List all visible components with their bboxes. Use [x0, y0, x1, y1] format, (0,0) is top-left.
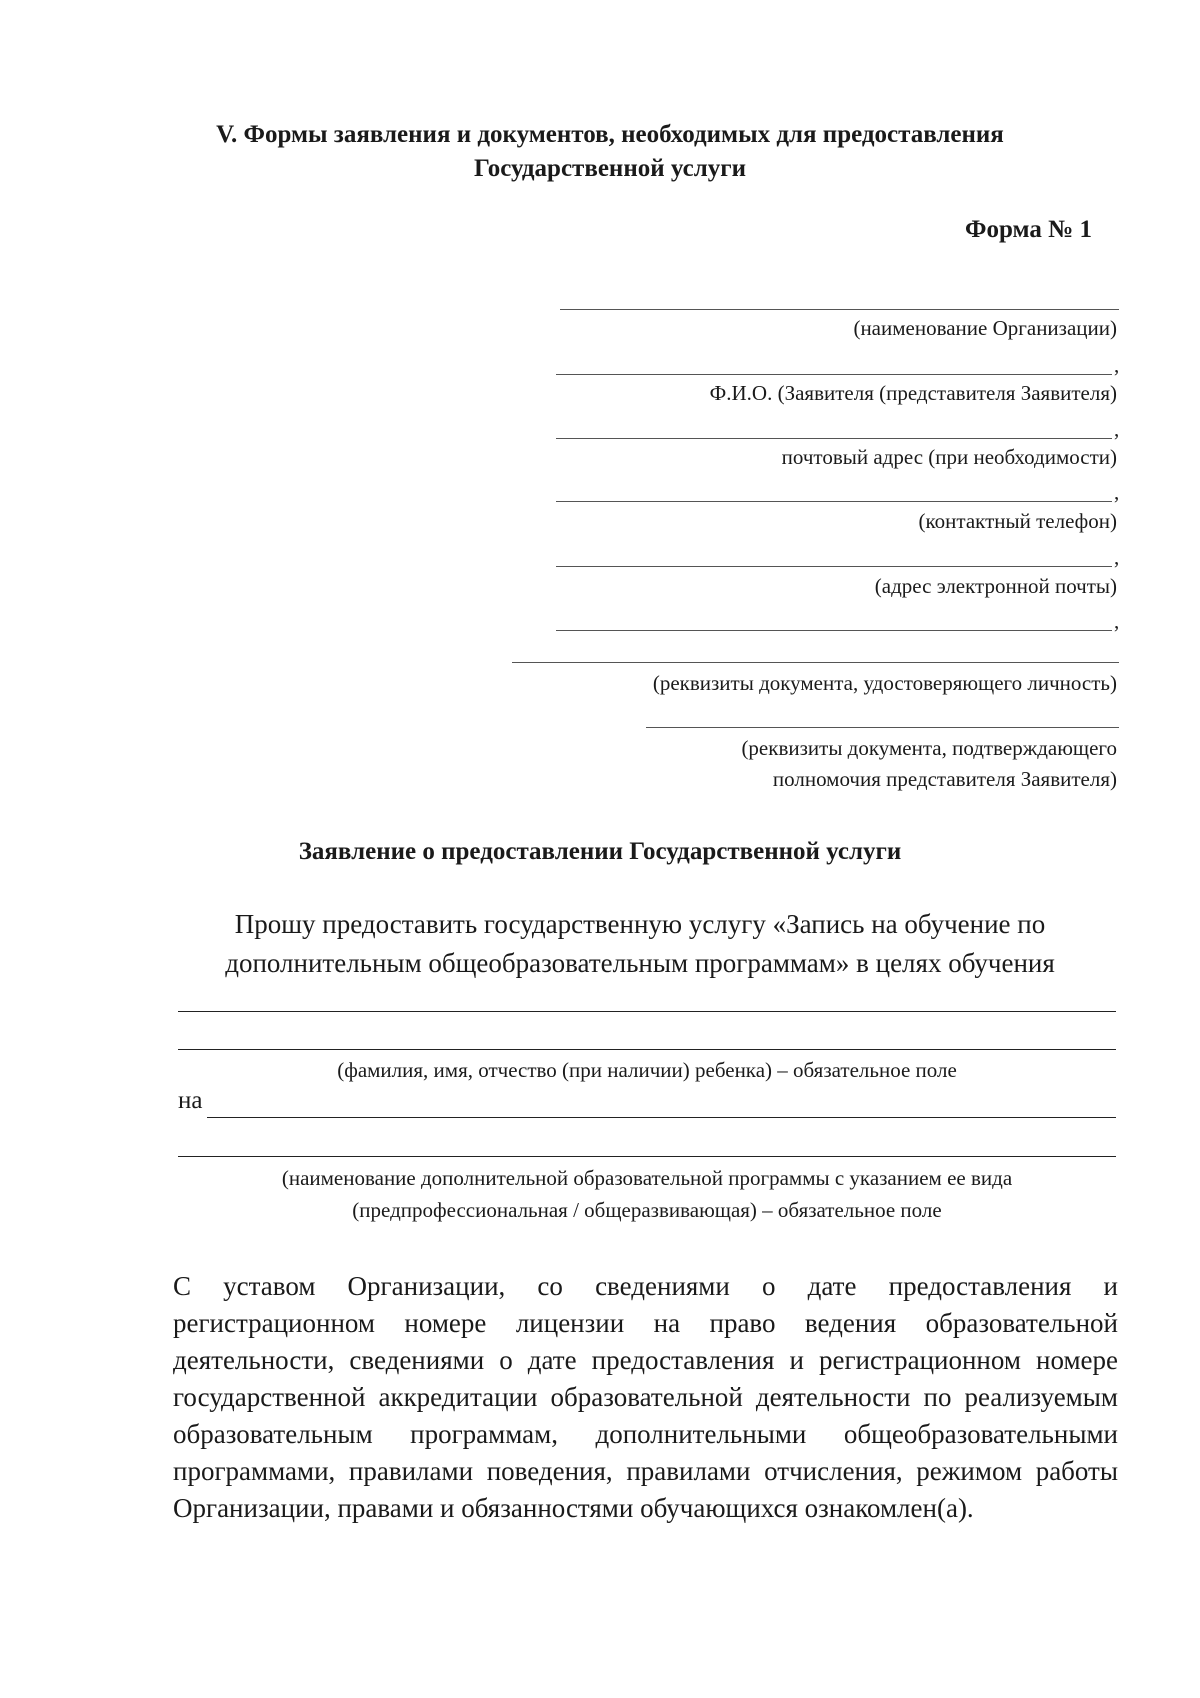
fio-comma: ,	[1114, 353, 1120, 377]
authority-document-caption	[741, 733, 1117, 795]
phone-comma: ,	[1114, 480, 1120, 504]
email-comma-1: ,	[1114, 545, 1120, 569]
child-name-field-line-1[interactable]	[178, 1011, 1116, 1012]
program-caption	[178, 1162, 1116, 1226]
authority-caption-line-2: полномочия представителя Заявителя)	[772, 767, 1117, 791]
organization-field-line[interactable]	[560, 309, 1119, 310]
email-caption: (адрес электронной почты)	[874, 574, 1117, 598]
form-number: Форма № 1	[965, 216, 1092, 243]
application-title: Заявление о предоставлении Государственной услуги	[298, 838, 902, 865]
id-document-field-line[interactable]	[512, 662, 1119, 663]
postal-comma: ,	[1114, 417, 1120, 441]
child-name-field-line-2[interactable]	[178, 1049, 1116, 1050]
email-field-line-2[interactable]	[556, 630, 1112, 631]
section-title-line-1: V. Формы заявления и документов, необходимых для предоставления	[216, 121, 1004, 148]
postal-field-line[interactable]	[556, 438, 1112, 439]
fio-field-line[interactable]	[556, 374, 1112, 375]
section-title-line-2: Государственной услуги	[474, 155, 746, 182]
email-comma-2: ,	[1114, 609, 1120, 633]
request-line-1: Прошу предоставить государственную услугу «Запись на обучение по	[234, 909, 1046, 939]
phone-field-line[interactable]	[556, 501, 1112, 502]
program-prefix: на	[178, 1087, 203, 1114]
child-name-caption: (фамилия, имя, отчество (при наличии) ребенка) – обязательное поле	[337, 1058, 957, 1082]
authority-caption-line-1: (реквизиты документа, подтверждающего	[741, 736, 1117, 760]
program-caption-line-1: (наименование дополнительной образовательной программы с указанием ее вида	[281, 1166, 1013, 1190]
organization-caption: (наименование Организации)	[853, 316, 1117, 340]
email-field-line-1[interactable]	[556, 566, 1112, 567]
request-paragraph	[190, 905, 1090, 983]
authority-document-field-line[interactable]	[646, 727, 1119, 728]
phone-caption: (контактный телефон)	[918, 509, 1117, 533]
request-line-2: дополнительным общеобразовательным программам» в целях обучения	[225, 948, 1055, 978]
fio-caption: Ф.И.О. (Заявителя (представителя Заявителя)	[709, 381, 1117, 405]
postal-caption: почтовый адрес (при необходимости)	[781, 445, 1117, 469]
program-field-line-2[interactable]	[178, 1156, 1116, 1157]
consent-paragraph: С уставом Организации, со сведениями о дате предоставления и регистрационном номере лицензии на право ведения образовательной деятельности, сведениями о дате предоставления и регистрационном номере государственной аккредитации образовательной деятельности по реализуемым образовательным программам, дополнительными общеобразовательными программами, правилами поведения, правилами отчисления, режимом работы Организации, правами и обязанностями обучающихся ознакомлен(а).	[173, 1271, 1118, 1523]
id-document-caption: (реквизиты документа, удостоверяющего личность)	[652, 671, 1117, 695]
section-title	[140, 118, 1080, 186]
program-field-line-1[interactable]	[207, 1117, 1116, 1118]
program-caption-line-2: (предпрофессиональная / общеразвивающая) – обязательное поле	[352, 1198, 942, 1222]
